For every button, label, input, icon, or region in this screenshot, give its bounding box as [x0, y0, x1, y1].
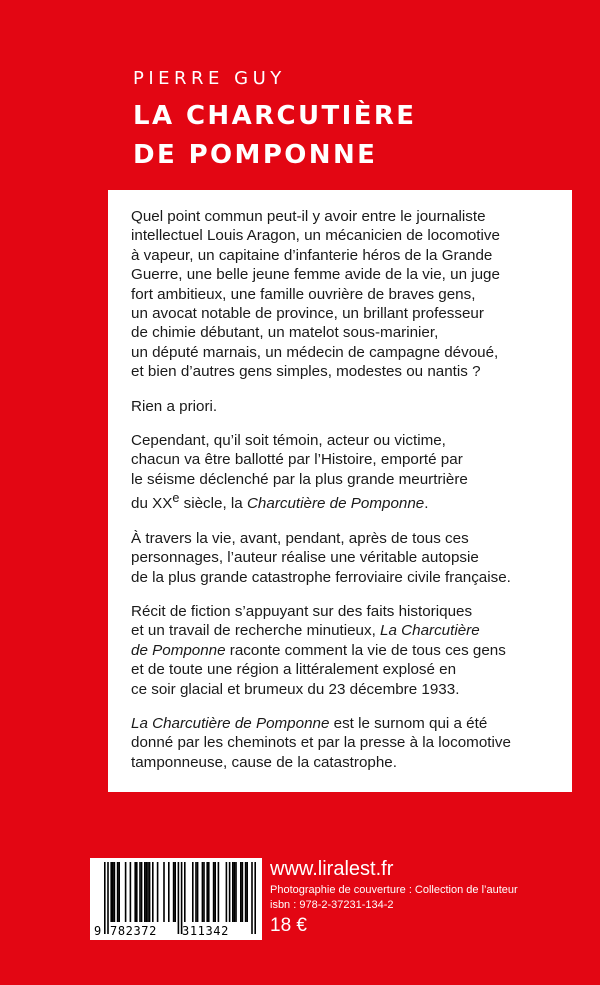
barcode-bar [163, 862, 165, 922]
italic-title: de Pomponne [131, 641, 226, 659]
text-segment: du XX [131, 495, 173, 513]
blurb-paragraph-6 [131, 714, 554, 772]
barcode-bar [141, 862, 143, 922]
barcode-bar [134, 862, 136, 922]
barcode-bar [152, 862, 154, 922]
text-segment: raconte comment la vie de tous ces gens [225, 641, 506, 659]
photo-credit: Photographie de couverture : Collection de l’auteur [270, 884, 518, 896]
barcode-bar [146, 862, 148, 922]
book-title-line-1: LA CHARCUTIÈRE [133, 101, 417, 131]
barcode-bar [168, 862, 170, 922]
barcode-bar [197, 862, 199, 922]
barcode-digits-right: 311342 [182, 924, 229, 938]
blurb-line: Rien a priori. [131, 397, 218, 415]
blurb-line: donné par les cheminots et par la presse à la locomotive [131, 734, 511, 752]
barcode-bar [117, 862, 119, 922]
blurb-paragraph-5 [131, 602, 554, 699]
barcode-bar [118, 862, 120, 922]
barcode-bar [110, 862, 112, 922]
text-segment: . [424, 495, 429, 513]
barcode-bar [139, 862, 141, 922]
blurb-line: le séisme déclenché par la plus grande meurtrière [131, 470, 468, 488]
blurb-panel [108, 190, 572, 792]
publisher-website: www.liralest.fr [270, 858, 394, 880]
barcode-bar [213, 862, 215, 922]
blurb-paragraph-4 [131, 529, 554, 587]
isbn-barcode [90, 858, 262, 940]
italic-title: La Charcutière de Pomponne [131, 715, 330, 732]
barcode-bar [232, 862, 234, 922]
blurb-line: et de toute une région a littéralement explosé en [131, 661, 457, 679]
blurb-line: de la plus grande catastrophe ferroviaire civile française. [131, 568, 511, 586]
blurb-line: un avocat notable de province, un brillant professeur [131, 305, 484, 323]
barcode-digit-first: 9 [94, 924, 102, 938]
barcode-bar [125, 862, 127, 922]
barcode-bar [174, 862, 176, 922]
price: 18 € [270, 915, 307, 936]
barcode-bar [147, 862, 149, 922]
barcode-bar [234, 862, 236, 922]
blurb-paragraph-3 [131, 431, 554, 514]
isbn-number: isbn : 978-2-37231-134-2 [270, 899, 394, 911]
barcode-bar [229, 862, 231, 922]
barcode-digits [90, 924, 262, 938]
barcode-bar [136, 862, 138, 922]
text-segment: est le surnom qui a été [329, 715, 488, 732]
blurb-line: Récit de fiction s’appuyant sur des faits historiques [131, 602, 473, 620]
italic-title: Charcutière de Pomponne [246, 495, 425, 513]
text-segment: et un travail de recherche minutieux, [131, 622, 381, 640]
superscript: e [172, 491, 180, 506]
barcode-bar [130, 862, 132, 922]
blurb-line: ce soir glacial et brumeux du 23 décembre 1933. [131, 680, 460, 698]
barcode-bar [208, 862, 210, 922]
publisher-info [270, 858, 518, 938]
author-name: PIERRE GUY [133, 68, 286, 89]
blurb-line: tamponneuse, cause de la catastrophe. [131, 753, 397, 771]
blurb-line: personnages, l’auteur réalise une véritable autopsie [131, 549, 479, 567]
barcode-bar [206, 862, 208, 922]
barcode-digits-left: 782372 [110, 924, 157, 938]
barcode-bar [245, 862, 247, 922]
blurb-paragraph-1 [131, 207, 554, 382]
blurb-line: à vapeur, un capitaine d’infanterie héros de la Grande [131, 246, 493, 264]
blurb-line: intellectuel Louis Aragon, un mécanicien de locomotive [131, 227, 500, 245]
barcode-bar [184, 862, 186, 922]
barcode-bar [218, 862, 220, 922]
barcode-bar [214, 862, 216, 922]
barcode-bar [144, 862, 146, 922]
italic-title: La Charcutière [380, 622, 480, 640]
blurb-line [131, 714, 554, 733]
book-title [133, 97, 416, 175]
barcode-bar [173, 862, 175, 922]
barcode-bar [235, 862, 237, 922]
barcode-bar [114, 862, 116, 922]
barcode-bar [226, 862, 228, 922]
blurb-line: et bien d’autres gens simples, modestes ou nantis ? [131, 363, 481, 381]
barcode-bar [242, 862, 244, 922]
blurb-line: un député marnais, un médecin de campagne dévoué, [131, 343, 499, 361]
barcode-bar [157, 862, 159, 922]
blurb-line [131, 641, 554, 660]
blurb-line: chacun va être ballotté par l’Histoire, emporté par [131, 451, 463, 469]
blurb-paragraph-2 [131, 397, 554, 416]
blurb-line [131, 621, 554, 640]
book-title-line-2: DE POMPONNE [133, 140, 378, 170]
barcode-bar [246, 862, 248, 922]
barcode-bar [203, 862, 205, 922]
barcode-bar [202, 862, 204, 922]
blurb-line [131, 489, 554, 513]
barcode-bar [112, 862, 114, 922]
blurb-line: Cependant, qu’il soit témoin, acteur ou victime, [131, 432, 446, 450]
barcode-bar [149, 862, 151, 922]
text-segment: siècle, la [179, 495, 247, 513]
barcode-bar [192, 862, 194, 922]
barcode-bar [240, 862, 242, 922]
blurb-line: fort ambitieux, une famille ouvrière de braves gens, [131, 285, 476, 303]
barcode-bar [195, 862, 197, 922]
blurb-line: Guerre, une belle jeune femme avide de la vie, un juge [131, 266, 500, 284]
blurb-line: Quel point commun peut-il y avoir entre le journaliste [131, 208, 486, 225]
blurb-line: À travers la vie, avant, pendant, après de tous ces [131, 529, 469, 547]
blurb-line: de chimie débutant, un matelot sous-marinier, [131, 324, 439, 342]
